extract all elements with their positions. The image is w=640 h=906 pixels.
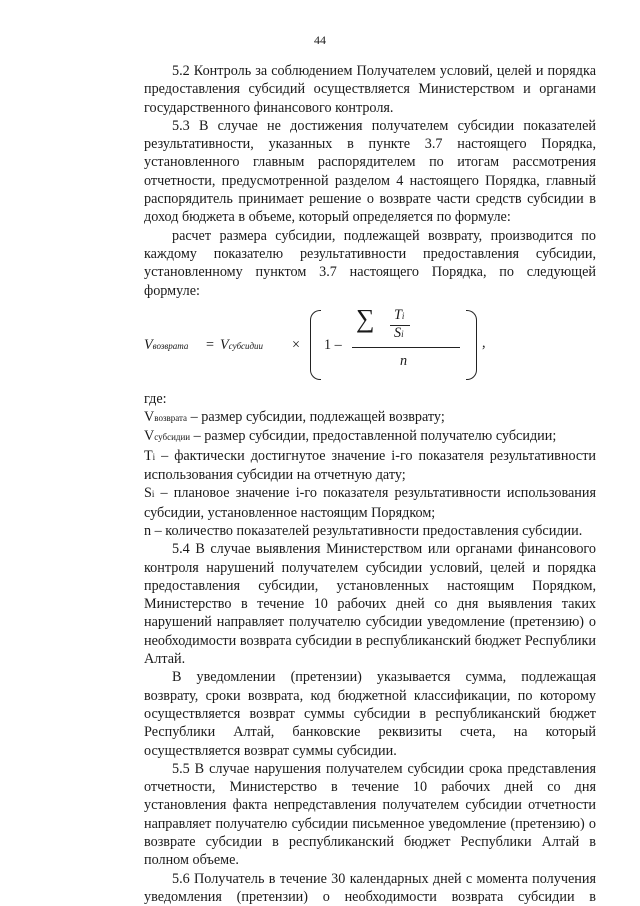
paragraph-5-4: 5.4 В случае выявления Министерством или органами финансового контроля нарушений получателем субсидии условий, целей и порядка предоставления субсидии, установленных настоящим Порядком, Министерство в течение 10 рабочих дней со дня выявления таких нарушений направляет получателю субсидии уведомление (претензию) о необходимости возврата субсидии в республиканский бюджет Республики Алтай. xyxy=(144,541,596,668)
definition-s: Si – плановое значение i-го показателя результативности использования субсидии, установленное настоящим Порядком; xyxy=(144,485,596,521)
page-number: 44 xyxy=(314,33,326,47)
formula-left-bracket xyxy=(310,310,321,380)
definition-n: n – количество показателей результативности предоставления субсидии. xyxy=(144,522,583,539)
formula-numerator-top: Ti xyxy=(394,306,405,323)
formula-main-fraction-line xyxy=(352,347,460,348)
paragraph-5-3: 5.3 В случае не достижения получателем субсидии показателей результативности, указанных в пункте 3.7 настоящего Порядка, установленного главным распорядителем по итогам рассмотрения отчетности, предусмотренной разделом 4 настоящего Порядка, главный распорядитель принимает решение о возврате части средств субсидии в доход бюджета в объеме, который определяется по формуле: xyxy=(144,117,596,226)
paragraph-5-4-notice: В уведомлении (претензии) указывается сумма, подлежащая возврату, сроки возврата, код бюджетной классификации, по которому осуществляется возврат суммы субсидии в республиканский бюджет Республики Алтай, банковские реквизиты счета, на который осуществляется возврат суммы субсидии. xyxy=(144,669,596,759)
paragraph-5-3-calculation: расчет размера субсидии, подлежащей возврату, производится по каждому показателю результативности предоставления субсидии, установленному пунктом 3.7 настоящего Порядка, по следующей формуле: xyxy=(144,227,596,299)
paragraph-5-5: 5.5 В случае нарушения получателем субсидии срока представления отчетности, Министерство в течение 10 рабочих дней со дня установления факта непредставления получателем субсидии отчетности направляет получателю субсидии письменное уведомление (претензию) о возврате субсидии в республиканский бюджет Республики Алтай в полном объеме. xyxy=(144,760,596,869)
formula-right-bracket xyxy=(466,310,477,380)
formula-lhs: Vвозврата xyxy=(144,336,189,353)
where-label: где: xyxy=(144,390,167,407)
definition-t: Ti – фактически достигнутое значение i-го показателя результативности использования субсидии на отчетную дату; xyxy=(144,447,596,484)
formula-equals: = xyxy=(206,336,215,353)
formula-one-minus: 1 – xyxy=(324,336,342,353)
formula-sigma: ∑ xyxy=(356,303,375,333)
formula-times: × xyxy=(292,336,301,353)
formula-denominator: n xyxy=(400,352,408,369)
formula-rhs-var: Vсубсидии xyxy=(220,336,264,353)
paragraph-5-2: 5.2 Контроль за соблюдением Получателем условий, целей и порядка предоставления субсидий осуществляется Министерством и органами государственного финансового контроля. xyxy=(144,63,596,116)
definition-v-subsidy: Vсубсидии – размер субсидии, предоставленной получателю субсидии; xyxy=(144,428,557,445)
definition-v-refund: Vвозврата – размер субсидии, подлежащей возврату; xyxy=(144,409,445,426)
paragraph-5-6: 5.6 Получатель в течение 30 календарных дней с момента получения уведомления (претензии) о необходимости возврата субсидии в xyxy=(144,870,596,905)
formula-comma: , xyxy=(482,334,486,351)
formula-numerator-bottom: Si xyxy=(394,324,404,341)
refund-formula xyxy=(144,302,596,386)
document-body xyxy=(144,62,596,906)
